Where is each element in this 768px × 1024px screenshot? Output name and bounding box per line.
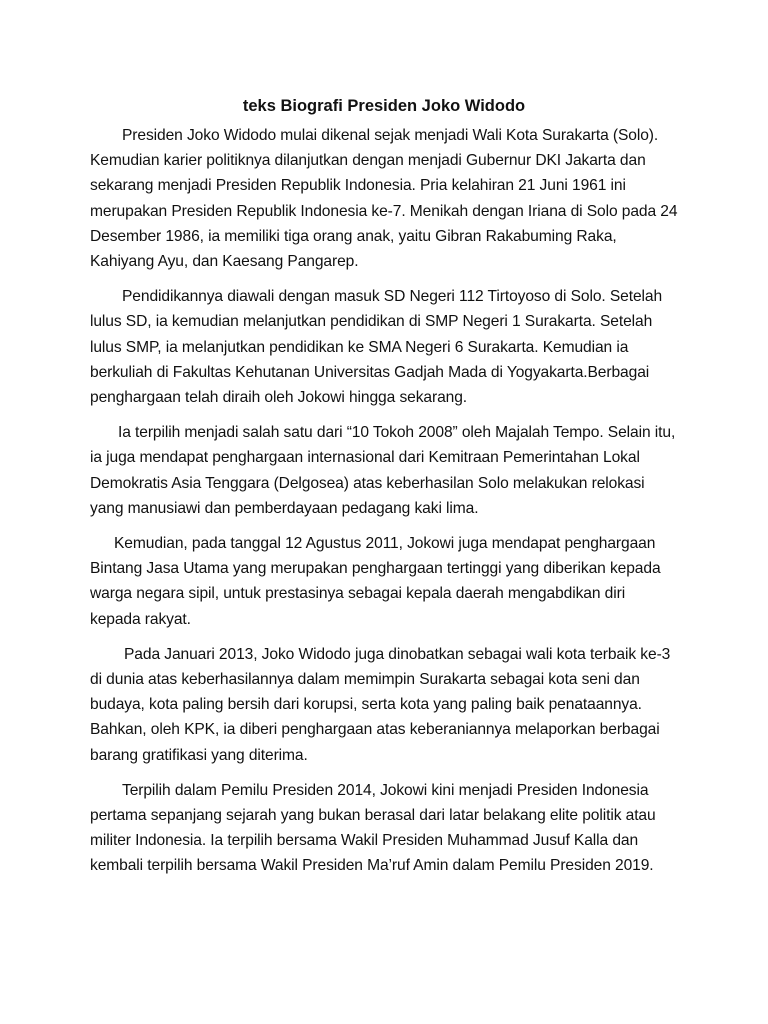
paragraph-3	[90, 420, 678, 521]
paragraph-2-text: Pendidikannya diawali dengan masuk SD Negeri 112 Tirtoyoso di Solo. Setelah lulus SD, ia kemudian melanjutkan pendidikan di SMP Negeri 1 Surakarta. Setelah lulus SMP, ia melanjutkan pendidikan ke SMA Negeri 6 Surakarta. Kemudian ia berkuliah di Fakultas Kehutanan Universitas Gadjah Mada di Yogyakarta.Berbagai penghargaan telah diraih oleh Jokowi hingga sekarang.	[90, 288, 663, 407]
paragraph-4	[90, 531, 678, 632]
paragraph-1	[90, 123, 678, 274]
paragraph-6-text: Terpilih dalam Pemilu Presiden 2014, Jokowi kini menjadi Presiden Indonesia pertama sepanjang sejarah yang bukan berasal dari latar belakang elite politik atau militer Indonesia. Ia terpilih bersama Wakil Presiden Muhammad Jusuf Kalla dan kembali terpilih bersama Wakil Presiden Ma’ruf Amin dalam Pemilu Presiden 2019.	[90, 781, 656, 875]
paragraph-2	[90, 284, 678, 410]
paragraph-3-text: Ia terpilih menjadi salah satu dari “10 Tokoh 2008” oleh Majalah Tempo. Selain itu, ia juga mendapat penghargaan internasional dari Kemitraan Pemerintahan Lokal Demokratis Asia Tenggara (Delgosea) atas keberhasilan Solo melakukan relokasi yang manusiawi dan pemberdayaan pedagang kaki lima.	[90, 424, 676, 517]
paragraph-5-text: Pada Januari 2013, Joko Widodo juga dinobatkan sebagai wali kota terbaik ke-3 di dunia atas keberhasilannya dalam memimpin Surakarta sebagai kota seni dan budaya, kota paling bersih dari korupsi, serta kota yang paling baik penataannya. Bahkan, oleh KPK, ia diberi penghargaan atas keberaniannya melaporkan berbagai barang gratifikasi yang diterima.	[90, 645, 671, 764]
paragraph-6	[90, 778, 678, 879]
document-title: teks Biografi Presiden Joko Widodo	[242, 97, 526, 115]
paragraph-1-text: Presiden Joko Widodo mulai dikenal sejak menjadi Wali Kota Surakarta (Solo). Kemudian karier politiknya dilanjutkan dengan menjadi Gubernur DKI Jakarta dan sekarang menjadi Presiden Republik Indonesia. Pria kelahiran 21 Juni 1961 ini merupakan Presiden Republik Indonesia ke-7. Menikah dengan Iriana di Solo pada 24 Desember 1986, ia memiliki tiga orang anak, yaitu Gibran Rakabuming Raka, Kahiyang Ayu, dan Kaesang Pangarep.	[90, 127, 678, 271]
paragraph-5	[90, 642, 678, 768]
document-page	[90, 93, 678, 889]
paragraph-4-text: Kemudian, pada tanggal 12 Agustus 2011, Jokowi juga mendapat penghargaan Bintang Jasa Utama yang merupakan penghargaan tertinggi yang diberikan kepada warga negara sipil, untuk prestasinya sebagai kepala daerah mengabdikan diri kepada rakyat.	[90, 535, 661, 628]
